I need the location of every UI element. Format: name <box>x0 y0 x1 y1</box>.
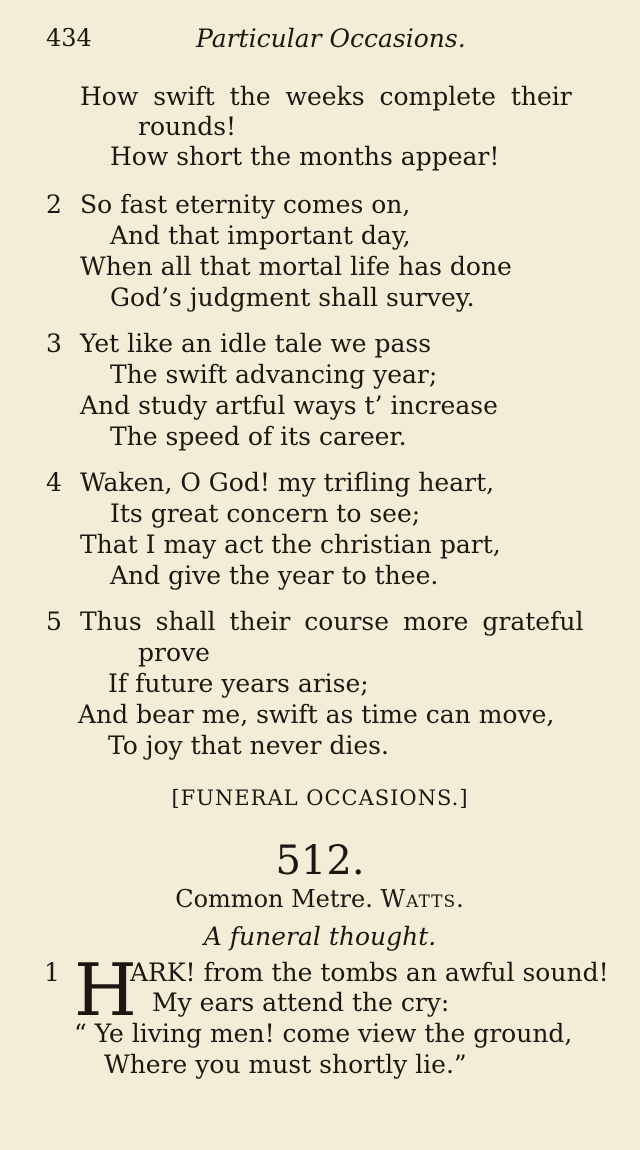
verse-line: Where you must shortly lie.” <box>104 1050 467 1079</box>
verse-line: ARK! from the tombs an awful sound! <box>130 958 609 987</box>
verse-line: Its great concern to see; <box>110 499 421 528</box>
verse-line: Waken, O God! my trifling heart, <box>80 468 495 497</box>
verse-line: And give the year to thee. <box>110 561 439 590</box>
verse-line: The swift advancing year; <box>110 360 438 389</box>
verse-line: So fast eternity comes on, <box>80 190 411 219</box>
verse-line: How short the months appear! <box>110 142 500 171</box>
meter-label: Common Metre. <box>175 885 373 913</box>
verse-line: prove <box>138 638 210 667</box>
stanza-number: 5 <box>46 607 62 636</box>
verse-line: That I may act the christian part, <box>80 530 501 559</box>
stanza-number: 3 <box>46 329 62 358</box>
page-number: 434 <box>46 24 92 52</box>
verse-line: If future years arise; <box>108 669 369 698</box>
stanza-number: 2 <box>46 190 62 219</box>
drop-cap: H <box>74 948 137 1032</box>
verse-line: And bear me, swift as time can move, <box>78 700 555 729</box>
verse-line: And that important day, <box>110 221 411 250</box>
verse-line: When all that mortal life has done <box>80 252 512 281</box>
page-header <box>46 24 472 60</box>
hymn-subtitle: A funeral thought. <box>203 922 437 951</box>
verse-line: “ Ye living men! come view the ground, <box>74 1019 573 1048</box>
verse-line: Thus shall their course more grateful <box>80 607 584 636</box>
stanza-number: 1 <box>44 958 60 987</box>
verse-line: God’s judgment shall survey. <box>110 283 475 312</box>
author-name: Watts. <box>380 885 465 913</box>
hymn-meter-line <box>0 885 640 913</box>
verse-line: My ears attend the cry: <box>152 988 450 1017</box>
verse-line: The speed of its career. <box>110 422 407 451</box>
hymn-number: 512. <box>275 838 365 884</box>
running-title: Particular Occasions. <box>196 24 466 53</box>
verse-line: To joy that never dies. <box>108 731 389 760</box>
stanza-number: 4 <box>46 468 62 497</box>
section-heading: [FUNERAL OCCASIONS.] <box>171 786 469 810</box>
verse-line: How swift the weeks complete their <box>80 82 572 111</box>
verse-line: rounds! <box>138 112 237 141</box>
verse-line: Yet like an idle tale we pass <box>80 329 432 358</box>
verse-line: And study artful ways t’ increase <box>80 391 498 420</box>
